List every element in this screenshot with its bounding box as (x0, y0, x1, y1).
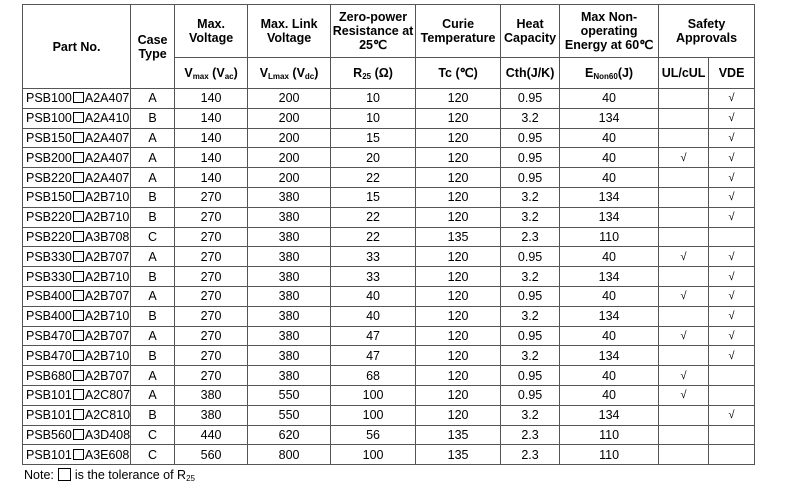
part-suffix: A2B707 (84, 368, 130, 383)
case-type-cell: B (131, 267, 175, 287)
tolerance-box-icon (73, 389, 84, 400)
vde-approval-cell (709, 385, 755, 405)
link-voltage-cell: 200 (248, 148, 331, 168)
part-prefix: PSB400 (26, 289, 72, 304)
header-zero-power-resistance: Zero-power Resistance at 25℃ (331, 5, 416, 58)
part-suffix: A2A407 (84, 130, 130, 145)
resistance-cell: 100 (331, 385, 416, 405)
table-row (23, 286, 755, 306)
part-number-cell (23, 286, 131, 306)
table-row (23, 148, 755, 168)
case-type-cell: B (131, 405, 175, 425)
heat-capacity-cell: 0.95 (501, 366, 560, 386)
vde-approval-cell: √ (709, 128, 755, 148)
resistance-cell: 22 (331, 227, 416, 247)
link-voltage-cell: 380 (248, 267, 331, 287)
energy-cell: 110 (560, 425, 659, 445)
part-suffix: A2B710 (84, 210, 130, 225)
case-type-cell: B (131, 108, 175, 128)
tolerance-box-icon (73, 409, 84, 420)
vde-approval-cell: √ (709, 89, 755, 109)
heat-capacity-cell: 0.95 (501, 148, 560, 168)
note-label: Note: (24, 468, 54, 482)
link-voltage-cell: 800 (248, 445, 331, 465)
max-voltage-cell: 270 (175, 326, 248, 346)
curie-temp-cell: 120 (416, 187, 501, 207)
header-max-voltage: Max. Voltage (175, 5, 248, 58)
link-voltage-cell: 550 (248, 385, 331, 405)
ul-approval-cell: √ (659, 366, 709, 386)
heat-capacity-cell: 3.2 (501, 346, 560, 366)
part-number-cell (23, 385, 131, 405)
ul-approval-cell: √ (659, 385, 709, 405)
case-type-cell: C (131, 227, 175, 247)
max-voltage-cell: 270 (175, 247, 248, 267)
tolerance-box-icon (73, 132, 84, 143)
curie-temp-cell: 135 (416, 425, 501, 445)
part-number-cell (23, 108, 131, 128)
table-body (23, 89, 755, 465)
curie-temp-cell: 120 (416, 385, 501, 405)
tolerance-box-icon (73, 152, 84, 163)
curie-temp-cell: 120 (416, 306, 501, 326)
resistance-cell: 22 (331, 207, 416, 227)
vde-approval-cell: √ (709, 267, 755, 287)
tolerance-box-icon (73, 330, 84, 341)
unit-tc: Tc (℃) (416, 58, 501, 89)
part-prefix: PSB680 (26, 368, 72, 383)
resistance-cell: 33 (331, 247, 416, 267)
energy-cell: 40 (560, 148, 659, 168)
vde-approval-cell: √ (709, 247, 755, 267)
tolerance-box-icon (73, 211, 84, 222)
table-row (23, 108, 755, 128)
curie-temp-cell: 120 (416, 128, 501, 148)
part-number-cell (23, 267, 131, 287)
max-voltage-cell: 560 (175, 445, 248, 465)
part-prefix: PSB200 (26, 150, 72, 165)
energy-cell: 40 (560, 168, 659, 188)
header-curie-temperature: Curie Temperature (416, 5, 501, 58)
energy-cell: 40 (560, 286, 659, 306)
curie-temp-cell: 120 (416, 326, 501, 346)
part-suffix: A2B710 (84, 269, 130, 284)
ul-approval-cell (659, 108, 709, 128)
tolerance-box-icon (73, 290, 84, 301)
max-voltage-cell: 270 (175, 286, 248, 306)
curie-temp-cell: 120 (416, 405, 501, 425)
heat-capacity-cell: 0.95 (501, 247, 560, 267)
header-vde: VDE (709, 58, 755, 89)
curie-temp-cell: 135 (416, 227, 501, 247)
max-voltage-cell: 380 (175, 385, 248, 405)
ul-approval-cell (659, 445, 709, 465)
resistance-cell: 47 (331, 346, 416, 366)
max-voltage-cell: 380 (175, 405, 248, 425)
curie-temp-cell: 120 (416, 286, 501, 306)
unit-vlmax: $V_{Lmax}$ $(V_{dc})$ (248, 58, 331, 89)
part-number-cell (23, 148, 131, 168)
part-number-cell (23, 346, 131, 366)
tolerance-box-icon (73, 191, 84, 202)
part-number-cell (23, 128, 131, 148)
header-part-no: Part No. (23, 5, 131, 89)
part-suffix: A2C810 (84, 408, 131, 423)
part-prefix: PSB220 (26, 170, 72, 185)
curie-temp-cell: 120 (416, 346, 501, 366)
part-prefix: PSB101 (26, 408, 72, 423)
spec-table (22, 4, 755, 465)
energy-cell: 134 (560, 267, 659, 287)
resistance-cell: 68 (331, 366, 416, 386)
part-prefix: PSB330 (26, 269, 72, 284)
part-suffix: A2A410 (84, 111, 130, 126)
part-number-cell (23, 405, 131, 425)
ul-approval-cell (659, 227, 709, 247)
heat-capacity-cell: 3.2 (501, 267, 560, 287)
part-suffix: A2B710 (84, 348, 130, 363)
heat-capacity-cell: 0.95 (501, 168, 560, 188)
table-row (23, 247, 755, 267)
tolerance-box-icon (73, 310, 84, 321)
ul-approval-cell (659, 207, 709, 227)
link-voltage-cell: 380 (248, 227, 331, 247)
resistance-cell: 100 (331, 445, 416, 465)
heat-capacity-cell: 0.95 (501, 326, 560, 346)
heat-capacity-cell: 3.2 (501, 306, 560, 326)
max-voltage-cell: 270 (175, 346, 248, 366)
tolerance-box-icon (58, 468, 71, 481)
resistance-cell: 40 (331, 286, 416, 306)
resistance-cell: 56 (331, 425, 416, 445)
vde-approval-cell: √ (709, 207, 755, 227)
link-voltage-cell: 200 (248, 89, 331, 109)
table-row (23, 366, 755, 386)
case-type-cell: A (131, 286, 175, 306)
ul-approval-cell (659, 89, 709, 109)
part-suffix: A2B707 (84, 249, 130, 264)
tolerance-box-icon (73, 370, 84, 381)
ul-approval-cell (659, 187, 709, 207)
max-voltage-cell: 270 (175, 187, 248, 207)
part-prefix: PSB560 (26, 427, 72, 442)
unit-cth: Cth(J/K) (501, 58, 560, 89)
table-row (23, 267, 755, 287)
link-voltage-cell: 380 (248, 366, 331, 386)
part-suffix: A2B710 (84, 190, 130, 205)
case-type-cell: A (131, 366, 175, 386)
energy-cell: 40 (560, 89, 659, 109)
curie-temp-cell: 120 (416, 108, 501, 128)
part-prefix: PSB100 (26, 111, 72, 126)
tolerance-box-icon (73, 350, 84, 361)
resistance-cell: 15 (331, 128, 416, 148)
part-prefix: PSB220 (26, 229, 72, 244)
link-voltage-cell: 380 (248, 326, 331, 346)
max-voltage-cell: 140 (175, 89, 248, 109)
case-type-cell: A (131, 168, 175, 188)
unit-enon: $E_{Non60}(J)$ (560, 58, 659, 89)
energy-cell: 134 (560, 346, 659, 366)
energy-cell: 40 (560, 326, 659, 346)
part-number-cell (23, 247, 131, 267)
max-voltage-cell: 140 (175, 168, 248, 188)
part-prefix: PSB330 (26, 249, 72, 264)
part-prefix: PSB220 (26, 210, 72, 225)
part-suffix: A3D408 (84, 427, 131, 442)
vde-approval-cell: √ (709, 148, 755, 168)
ul-approval-cell (659, 346, 709, 366)
part-prefix: PSB400 (26, 309, 72, 324)
part-suffix: A3B708 (84, 229, 130, 244)
table-row (23, 187, 755, 207)
resistance-cell: 40 (331, 306, 416, 326)
case-type-cell: A (131, 326, 175, 346)
curie-temp-cell: 120 (416, 148, 501, 168)
vde-approval-cell: √ (709, 405, 755, 425)
ul-approval-cell: √ (659, 247, 709, 267)
part-number-cell (23, 89, 131, 109)
max-voltage-cell: 270 (175, 207, 248, 227)
max-voltage-cell: 440 (175, 425, 248, 445)
table-row (23, 425, 755, 445)
resistance-cell: 100 (331, 405, 416, 425)
resistance-cell: 10 (331, 89, 416, 109)
energy-cell: 134 (560, 306, 659, 326)
vde-approval-cell: √ (709, 346, 755, 366)
part-suffix: A2A407 (84, 150, 130, 165)
max-voltage-cell: 140 (175, 108, 248, 128)
ul-approval-cell: √ (659, 148, 709, 168)
energy-cell: 134 (560, 207, 659, 227)
vde-approval-cell (709, 366, 755, 386)
unit-vmax: $V_{max}$ $(V_{ac})$ (175, 58, 248, 89)
heat-capacity-cell: 3.2 (501, 108, 560, 128)
case-type-cell: A (131, 128, 175, 148)
part-prefix: PSB100 (26, 91, 72, 106)
link-voltage-cell: 380 (248, 187, 331, 207)
part-suffix: A2A407 (84, 170, 130, 185)
heat-capacity-cell: 0.95 (501, 128, 560, 148)
part-prefix: PSB470 (26, 328, 72, 343)
tolerance-box-icon (73, 251, 84, 262)
part-suffix: A2C807 (84, 388, 131, 403)
table-row (23, 89, 755, 109)
header-max-link-voltage: Max. Link Voltage (248, 5, 331, 58)
vde-approval-cell: √ (709, 187, 755, 207)
case-type-cell: A (131, 385, 175, 405)
note-text: is the tolerance of R (74, 468, 187, 482)
part-number-cell (23, 227, 131, 247)
part-number-cell (23, 445, 131, 465)
resistance-cell: 47 (331, 326, 416, 346)
ul-approval-cell: √ (659, 286, 709, 306)
heat-capacity-cell: 2.3 (501, 445, 560, 465)
heat-capacity-cell: 0.95 (501, 89, 560, 109)
energy-cell: 110 (560, 445, 659, 465)
case-type-cell: B (131, 207, 175, 227)
link-voltage-cell: 380 (248, 207, 331, 227)
table-row (23, 306, 755, 326)
max-voltage-cell: 270 (175, 366, 248, 386)
case-type-cell: B (131, 346, 175, 366)
part-suffix: A3E608 (84, 447, 130, 462)
part-number-cell (23, 187, 131, 207)
note-subscript: 25 (186, 474, 195, 483)
part-prefix: PSB150 (26, 190, 72, 205)
vde-approval-cell (709, 227, 755, 247)
energy-cell: 40 (560, 247, 659, 267)
part-suffix: A2B707 (84, 328, 130, 343)
part-number-cell (23, 207, 131, 227)
vde-approval-cell (709, 425, 755, 445)
curie-temp-cell: 120 (416, 267, 501, 287)
link-voltage-cell: 380 (248, 306, 331, 326)
table-row (23, 128, 755, 148)
vde-approval-cell: √ (709, 306, 755, 326)
table-row (23, 227, 755, 247)
link-voltage-cell: 380 (248, 346, 331, 366)
tolerance-box-icon (73, 231, 84, 242)
header-heat-capacity: Heat Capacity (501, 5, 560, 58)
vde-approval-cell (709, 445, 755, 465)
ul-approval-cell (659, 128, 709, 148)
ul-approval-cell (659, 168, 709, 188)
tolerance-note (24, 468, 195, 482)
ul-approval-cell (659, 425, 709, 445)
curie-temp-cell: 120 (416, 89, 501, 109)
energy-cell: 134 (560, 108, 659, 128)
case-type-cell: A (131, 247, 175, 267)
resistance-cell: 33 (331, 267, 416, 287)
ul-approval-cell: √ (659, 326, 709, 346)
part-number-cell (23, 326, 131, 346)
heat-capacity-cell: 3.2 (501, 207, 560, 227)
part-suffix: A2B710 (84, 309, 130, 324)
ul-approval-cell (659, 405, 709, 425)
tolerance-box-icon (73, 112, 84, 123)
part-prefix: PSB150 (26, 130, 72, 145)
vde-approval-cell: √ (709, 326, 755, 346)
part-prefix: PSB101 (26, 388, 72, 403)
vde-approval-cell: √ (709, 286, 755, 306)
tolerance-box-icon (73, 172, 84, 183)
table-row (23, 445, 755, 465)
heat-capacity-cell: 3.2 (501, 187, 560, 207)
part-number-cell (23, 425, 131, 445)
link-voltage-cell: 380 (248, 286, 331, 306)
curie-temp-cell: 120 (416, 168, 501, 188)
tolerance-box-icon (73, 271, 84, 282)
vde-approval-cell: √ (709, 168, 755, 188)
energy-cell: 40 (560, 385, 659, 405)
curie-temp-cell: 135 (416, 445, 501, 465)
tolerance-box-icon (73, 92, 84, 103)
case-type-cell: A (131, 89, 175, 109)
curie-temp-cell: 120 (416, 247, 501, 267)
tolerance-box-icon (73, 449, 84, 460)
link-voltage-cell: 620 (248, 425, 331, 445)
part-number-cell (23, 366, 131, 386)
ul-approval-cell (659, 306, 709, 326)
max-voltage-cell: 140 (175, 128, 248, 148)
part-suffix: A2B707 (84, 289, 130, 304)
energy-cell: 110 (560, 227, 659, 247)
energy-cell: 40 (560, 366, 659, 386)
tolerance-box-icon (73, 429, 84, 440)
case-type-cell: B (131, 187, 175, 207)
max-voltage-cell: 140 (175, 148, 248, 168)
max-voltage-cell: 270 (175, 267, 248, 287)
header-ul-cul: UL/cUL (659, 58, 709, 89)
table-row (23, 207, 755, 227)
energy-cell: 40 (560, 128, 659, 148)
resistance-cell: 20 (331, 148, 416, 168)
link-voltage-cell: 200 (248, 168, 331, 188)
case-type-cell: B (131, 306, 175, 326)
table-row (23, 346, 755, 366)
max-voltage-cell: 270 (175, 227, 248, 247)
header-safety-approvals: Safety Approvals (659, 5, 755, 58)
resistance-cell: 10 (331, 108, 416, 128)
part-prefix: PSB101 (26, 447, 72, 462)
header-case-type: Case Type (131, 5, 175, 89)
unit-r25: $R_{25}$ (Ω) (331, 58, 416, 89)
heat-capacity-cell: 0.95 (501, 286, 560, 306)
part-suffix: A2A407 (84, 91, 130, 106)
part-prefix: PSB470 (26, 348, 72, 363)
table-row (23, 168, 755, 188)
link-voltage-cell: 200 (248, 108, 331, 128)
table-row (23, 326, 755, 346)
case-type-cell: A (131, 148, 175, 168)
heat-capacity-cell: 2.3 (501, 425, 560, 445)
energy-cell: 134 (560, 405, 659, 425)
heat-capacity-cell: 3.2 (501, 405, 560, 425)
energy-cell: 134 (560, 187, 659, 207)
vde-approval-cell: √ (709, 108, 755, 128)
link-voltage-cell: 380 (248, 247, 331, 267)
table-row (23, 385, 755, 405)
curie-temp-cell: 120 (416, 207, 501, 227)
curie-temp-cell: 120 (416, 366, 501, 386)
heat-capacity-cell: 0.95 (501, 385, 560, 405)
ul-approval-cell (659, 267, 709, 287)
link-voltage-cell: 550 (248, 405, 331, 425)
case-type-cell: C (131, 445, 175, 465)
resistance-cell: 22 (331, 168, 416, 188)
resistance-cell: 15 (331, 187, 416, 207)
link-voltage-cell: 200 (248, 128, 331, 148)
case-type-cell: C (131, 425, 175, 445)
table-row (23, 405, 755, 425)
part-number-cell (23, 168, 131, 188)
header-non-operating-energy: Max Non-operating Energy at 60℃ (560, 5, 659, 58)
heat-capacity-cell: 2.3 (501, 227, 560, 247)
max-voltage-cell: 270 (175, 306, 248, 326)
part-number-cell (23, 306, 131, 326)
